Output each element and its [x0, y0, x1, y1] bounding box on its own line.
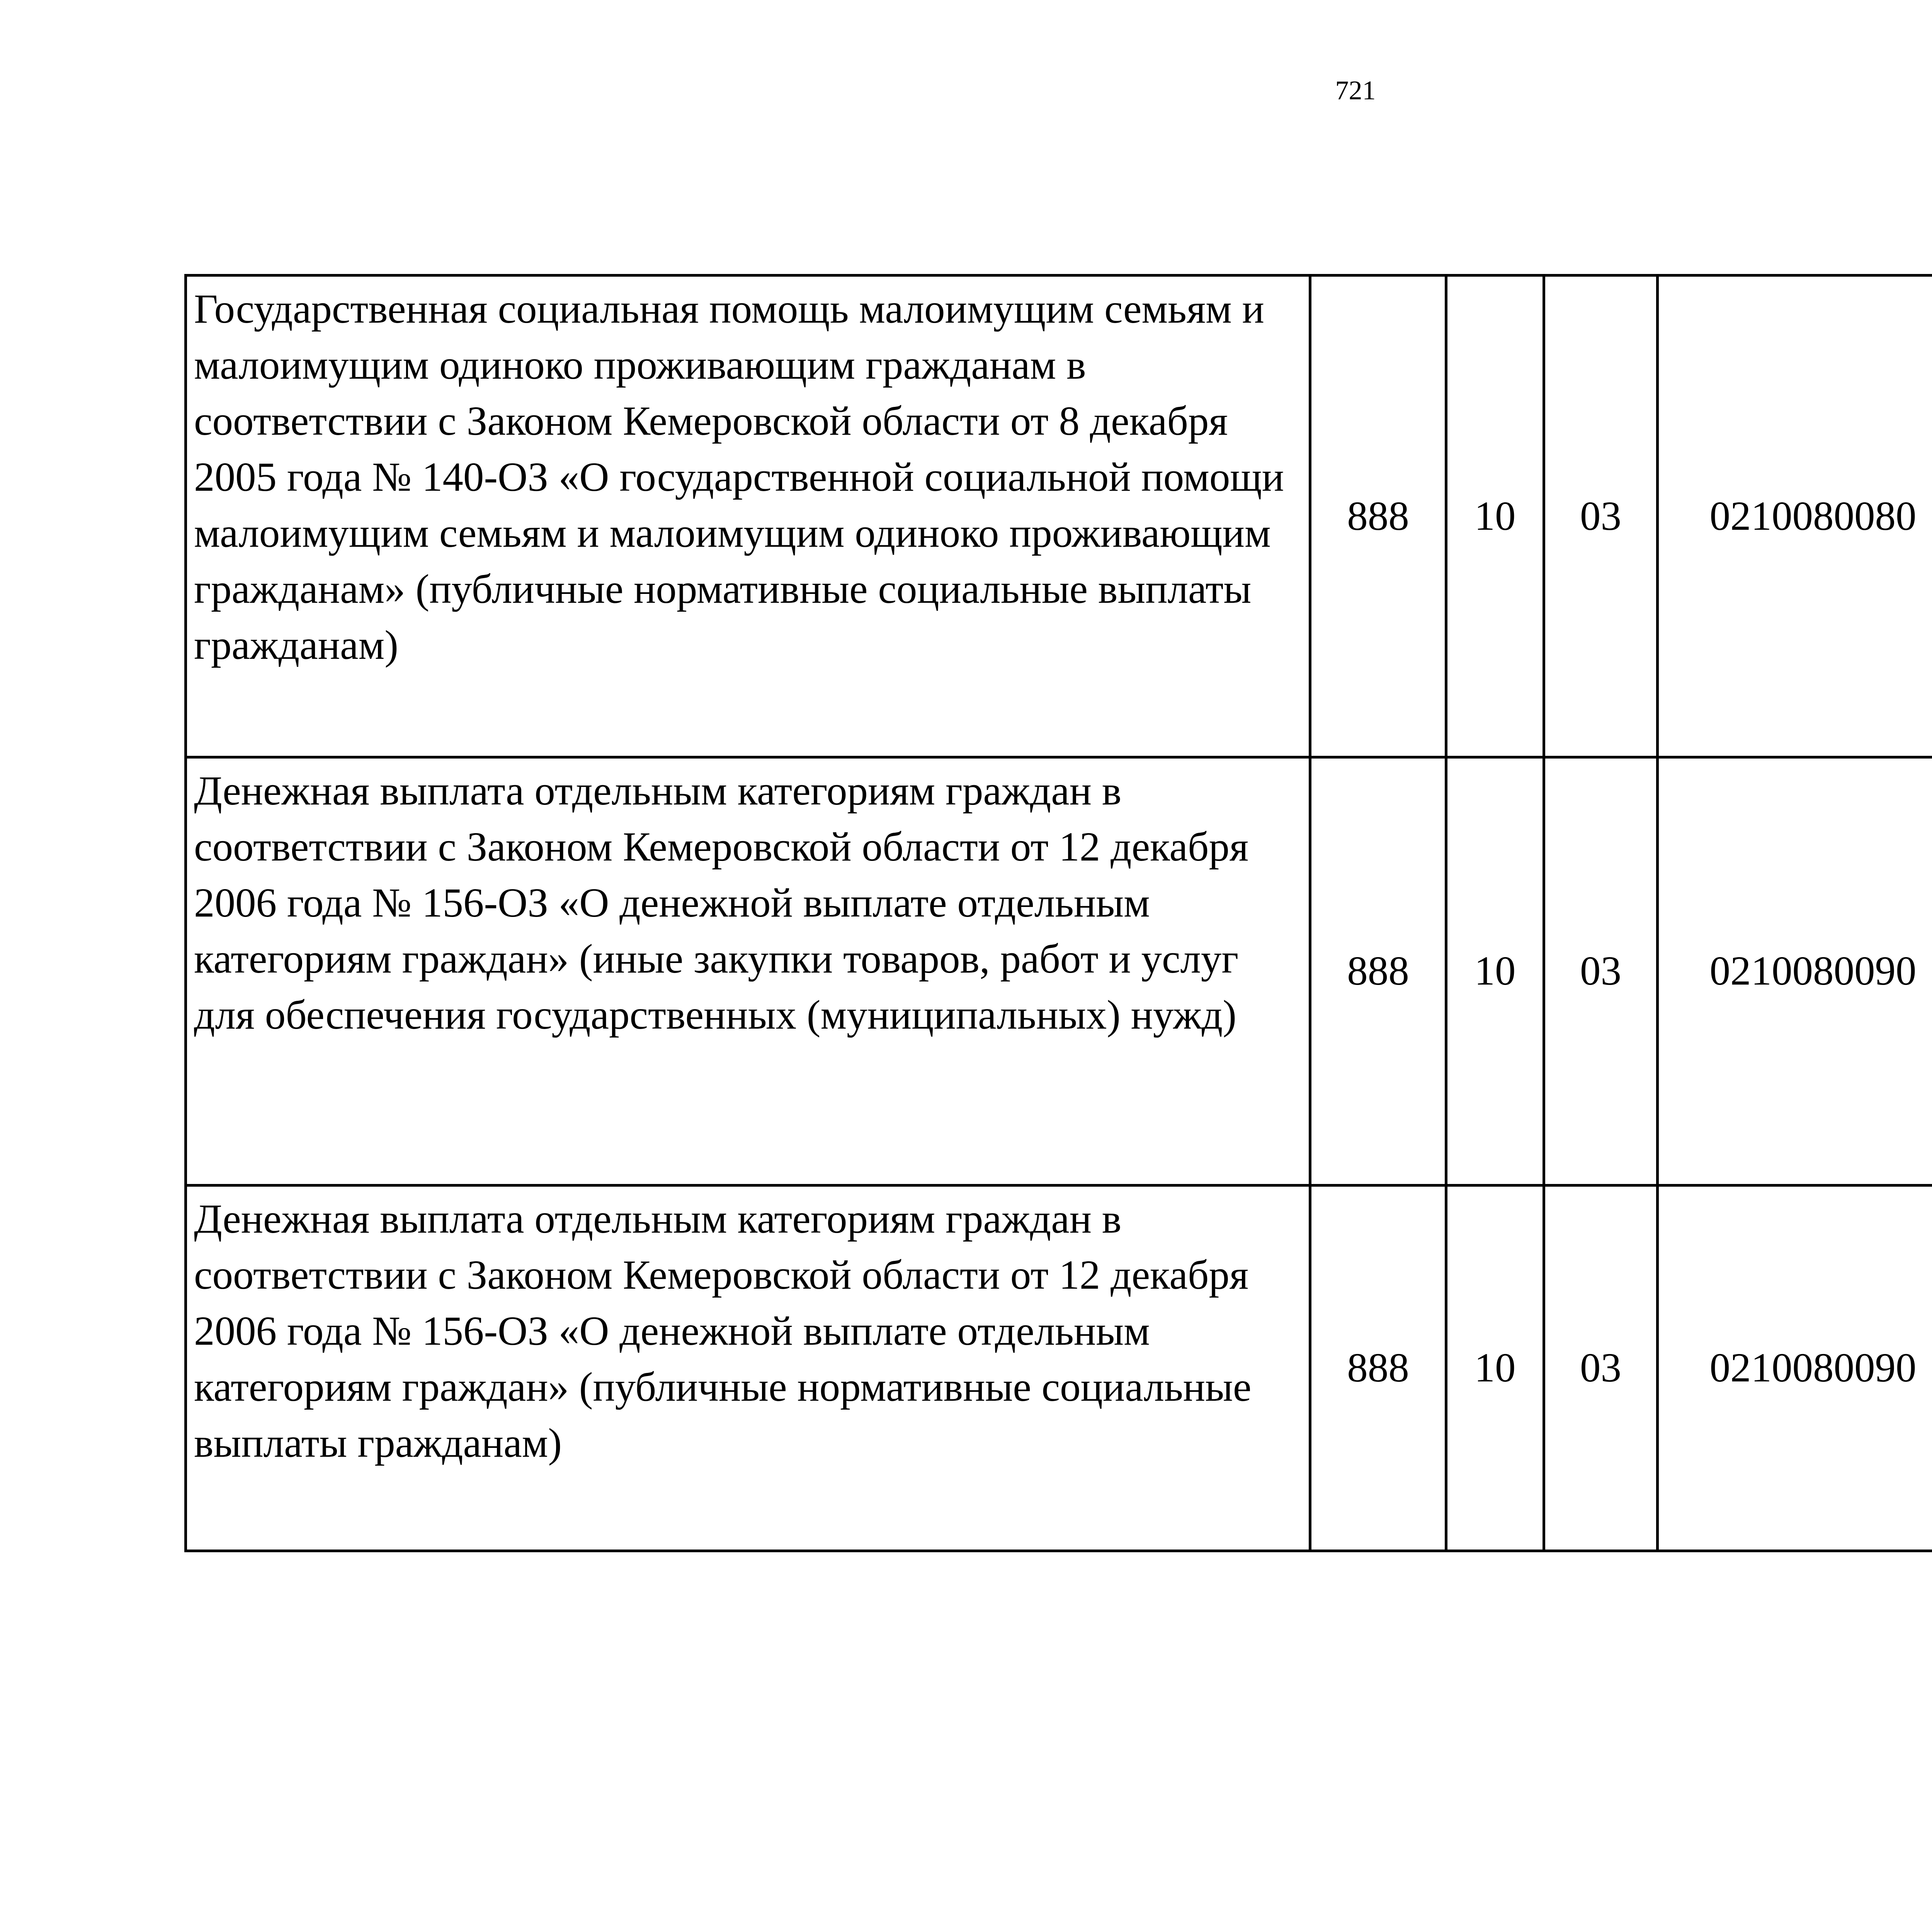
- ministry-code: 888: [1310, 1186, 1446, 1551]
- section-code: 10: [1446, 1186, 1544, 1551]
- target-article-code: 0210080080: [1658, 276, 1932, 757]
- target-article-code: 0210080090: [1658, 1186, 1932, 1551]
- target-article-code: 0210080090: [1658, 757, 1932, 1186]
- budget-table: [184, 274, 1932, 1552]
- row-description: Денежная выплата отдельным категориям граждан в соответствии с Законом Кемеровской области от 12 декабря 2006 года № 156-ОЗ «О денежной выплате отдельным категориям граждан» (иные закупки товаров, работ и услуг для обеспечения государственных (муниципальных) нужд): [186, 757, 1310, 1186]
- row-description: Государственная социальная помощь малоимущим семьям и малоимущим одиноко проживающим гражданам в соответствии с Законом Кемеровской области от 8 декабря 2005 года № 140-ОЗ «О государственной социальной помощи малоимущим семьям и малоимущим одиноко проживающим гражданам» (публичные нормативные социальные выплаты гражданам): [186, 276, 1310, 757]
- ministry-code: 888: [1310, 757, 1446, 1186]
- table-row: [186, 1186, 1932, 1551]
- section-code: 10: [1446, 757, 1544, 1186]
- table-row: [186, 757, 1932, 1186]
- subsection-code: 03: [1544, 276, 1658, 757]
- page-number: 721: [1335, 76, 1376, 105]
- ministry-code: 888: [1310, 276, 1446, 757]
- table-row: [186, 276, 1932, 757]
- subsection-code: 03: [1544, 1186, 1658, 1551]
- section-code: 10: [1446, 276, 1544, 757]
- subsection-code: 03: [1544, 757, 1658, 1186]
- row-description: Денежная выплата отдельным категориям граждан в соответствии с Законом Кемеровской области от 12 декабря 2006 года № 156-ОЗ «О денежной выплате отдельным категориям граждан» (публичные нормативные социальные выплаты гражданам): [186, 1186, 1310, 1551]
